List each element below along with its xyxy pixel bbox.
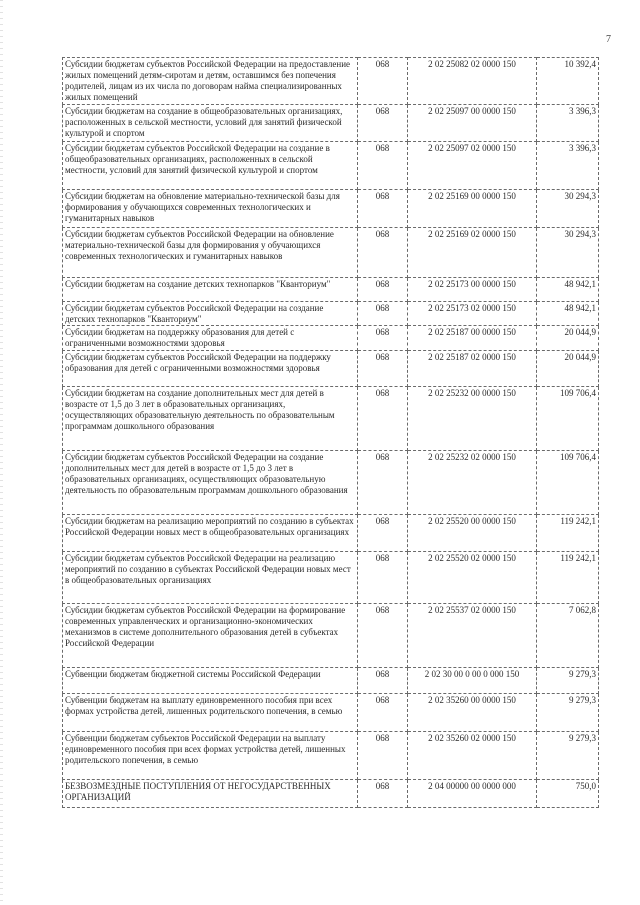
row-org-code: 068 [358,515,408,552]
row-budget-code: 2 02 25537 02 0000 150 [408,604,537,668]
row-name: Субсидии бюджетам на создание в общеобразовательных организациях, расположенных в сельской местности, условий для занятий физической культурой и спортом [63,105,358,142]
table-row [63,278,599,302]
row-budget-code: 2 02 35260 02 0000 150 [408,732,537,780]
row-name: Субсидии бюджетам субъектов Российской Федерации на формирование современных управленческих и организационно-экономических механизмов в системе дополнительного образования детей в субъектах Российской Федерации [63,604,358,668]
row-budget-code: 2 02 30 00 0 00 0 000 150 [408,668,537,694]
row-org-code: 068 [358,552,408,604]
row-amount: 9 279,3 [537,668,599,694]
row-name: Субсидии бюджетам субъектов Российской Федерации на поддержку образования для детей с ограниченными возможностями здоровья [63,351,358,387]
row-name: Субвенции бюджетам бюджетной системы Российской Федерации [63,668,358,694]
row-amount: 20 044,9 [537,351,599,387]
row-budget-code: 2 02 25520 00 0000 150 [408,515,537,552]
table-row [63,58,599,105]
row-org-code: 068 [358,142,408,190]
row-org-code: 068 [358,58,408,105]
row-org-code: 068 [358,732,408,780]
row-budget-code: 2 02 35260 00 0000 150 [408,694,537,732]
row-org-code: 068 [358,302,408,326]
row-org-code: 068 [358,451,408,515]
row-name: Субсидии бюджетам на поддержку образования для детей с ограниченными возможностями здоровья [63,326,358,351]
table-row [63,351,599,387]
row-org-code: 068 [358,278,408,302]
row-org-code: 068 [358,351,408,387]
row-budget-code: 2 02 25169 00 0000 150 [408,190,537,228]
row-budget-code: 2 02 25187 02 0000 150 [408,351,537,387]
row-org-code: 068 [358,387,408,451]
row-name: Субсидии бюджетам субъектов Российской Федерации на предоставление жилых помещений детям-сиротам и детям, оставшимся без попечения родителей, лицам из их числа по договорам найма специализированных жилых помещений [63,58,358,105]
row-name: Субсидии бюджетам субъектов Российской Федерации на создание в общеобразовательных организациях, расположенных в сельской местности, условий для занятий физической культурой и спортом [63,142,358,190]
row-name: Субсидии бюджетам на создание детских технопарков "Кванториум" [63,278,358,302]
table-row [63,451,599,515]
table-row [63,515,599,552]
row-name: Субсидии бюджетам субъектов Российской Федерации на создание детских технопарков "Кванториум" [63,302,358,326]
table-row [63,302,599,326]
row-budget-code: 2 02 25232 02 0000 150 [408,451,537,515]
table-row [63,387,599,451]
table-row [63,142,599,190]
row-org-code: 068 [358,228,408,278]
row-org-code: 068 [358,668,408,694]
row-amount: 30 294,3 [537,228,599,278]
table-row [63,105,599,142]
row-name: Субвенции бюджетам субъектов Российской Федерации на выплату единовременного пособия при всех формах устройства детей, лишенных родительского попечения, в семью [63,732,358,780]
row-budget-code: 2 02 25082 02 0000 150 [408,58,537,105]
row-name: Субвенции бюджетам на выплату единовременного пособия при всех формах устройства детей, лишенных родительского попечения, в семью [63,694,358,732]
row-org-code: 068 [358,105,408,142]
row-name: Субсидии бюджетам на реализацию мероприятий по созданию в субъектах Российской Федерации новых мест в общеобразовательных организациях [63,515,358,552]
budget-revenue-table [62,57,599,808]
row-amount: 3 396,3 [537,105,599,142]
row-org-code: 068 [358,604,408,668]
row-budget-code: 2 02 25169 02 0000 150 [408,228,537,278]
row-name: БЕЗВОЗМЕЗДНЫЕ ПОСТУПЛЕНИЯ ОТ НЕГОСУДАРСТВЕННЫХ ОРГАНИЗАЦИЙ [63,780,358,808]
row-budget-code: 2 02 25520 02 0000 150 [408,552,537,604]
row-amount: 30 294,3 [537,190,599,228]
row-amount: 7 062,8 [537,604,599,668]
table-row [63,552,599,604]
table-row [63,190,599,228]
row-amount: 3 396,3 [537,142,599,190]
row-org-code: 068 [358,780,408,808]
row-name: Субсидии бюджетам субъектов Российской Федерации на обновление материально-технической базы для формирования у обучающихся современных технологических и гуманитарных навыков [63,228,358,278]
table-row [63,604,599,668]
row-amount: 109 706,4 [537,387,599,451]
row-amount: 10 392,4 [537,58,599,105]
page-number: 7 [606,34,611,45]
row-amount: 9 279,3 [537,732,599,780]
row-org-code: 068 [358,190,408,228]
row-amount: 9 279,3 [537,694,599,732]
table-row [63,732,599,780]
row-budget-code: 2 02 25187 00 0000 150 [408,326,537,351]
row-amount: 750,0 [537,780,599,808]
row-budget-code: 2 02 25173 02 0000 150 [408,302,537,326]
table-row [63,694,599,732]
row-name: Субсидии бюджетам на обновление материально-технической базы для формирования у обучающихся современных технологических и гуманитарных навыков [63,190,358,228]
table-row [63,668,599,694]
row-name: Субсидии бюджетам субъектов Российской Федерации на создание дополнительных мест для детей в возрасте от 1,5 до 3 лет в образовательных организациях, осуществляющих образовательную деятельность по образовательным программам дошкольного образования [63,451,358,515]
row-amount: 48 942,1 [537,302,599,326]
row-budget-code: 2 02 25232 00 0000 150 [408,387,537,451]
row-name: Субсидии бюджетам на создание дополнительных мест для детей в возрасте от 1,5 до 3 лет в образовательных организациях, осуществляющих образовательную деятельность по образовательным программам дошкольного образования [63,387,358,451]
row-amount: 119 242,1 [537,515,599,552]
row-org-code: 068 [358,326,408,351]
row-org-code: 068 [358,694,408,732]
row-amount: 20 044,9 [537,326,599,351]
row-name: Субсидии бюджетам субъектов Российской Федерации на реализацию мероприятий по созданию в субъектах Российской Федерации новых мест в общеобразовательных организациях [63,552,358,604]
scan-edge-marks [0,0,3,905]
row-budget-code: 2 04 00000 00 0000 000 [408,780,537,808]
row-budget-code: 2 02 25097 02 0000 150 [408,142,537,190]
row-amount: 119 242,1 [537,552,599,604]
row-budget-code: 2 02 25173 00 0000 150 [408,278,537,302]
table-row [63,780,599,808]
table-row [63,326,599,351]
table-row [63,228,599,278]
row-amount: 48 942,1 [537,278,599,302]
row-budget-code: 2 02 25097 00 0000 150 [408,105,537,142]
row-amount: 109 706,4 [537,451,599,515]
